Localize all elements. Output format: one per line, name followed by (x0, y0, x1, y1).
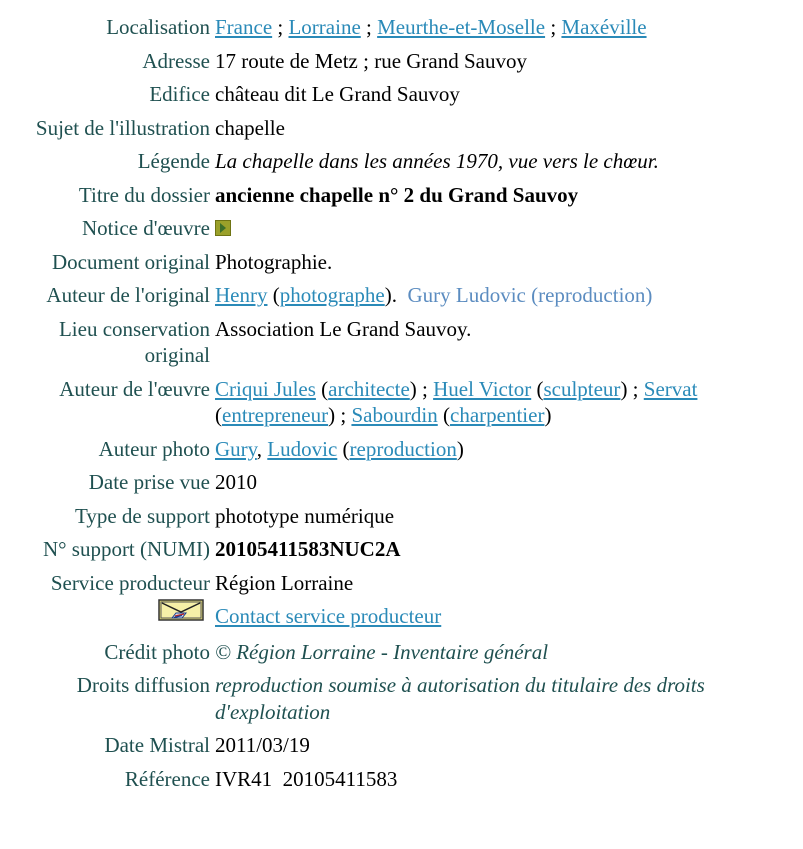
row-type-support (4, 503, 780, 537)
contact-icon-cell (4, 603, 215, 639)
link-entrepreneur[interactable]: entrepreneur (222, 403, 329, 427)
row-lieu-conservation (4, 316, 780, 376)
label-legende: Légende (137, 149, 210, 173)
value-date-prise-vue: 2010 (215, 470, 257, 494)
value-notice (215, 215, 780, 249)
row-droits-diffusion (4, 672, 780, 732)
row-numero-support (4, 536, 780, 570)
row-adresse (4, 48, 780, 82)
label-credit-photo: Crédit photo (104, 639, 210, 664)
label-lieu-conservation: Lieu conservation original (58, 316, 210, 367)
link-sabourdin[interactable]: Sabourdin (351, 403, 438, 427)
record-details-table (4, 14, 780, 799)
link-meurthe-et-moselle[interactable]: Meurthe-et-Moselle (377, 15, 546, 39)
link-france[interactable]: France (215, 15, 273, 39)
row-legende (4, 148, 780, 182)
value-sujet: chapelle (215, 115, 285, 140)
link-henry[interactable]: Henry (215, 283, 268, 307)
label-droits-diffusion: Droits diffusion (76, 673, 210, 697)
label-auteur-original: Auteur de l'original (46, 283, 210, 307)
label-numero-support: N° support (NUMI) (42, 537, 210, 561)
label-date-mistral: Date Mistral (104, 733, 210, 757)
row-contact (4, 603, 780, 639)
row-auteur-original (4, 282, 780, 316)
contact-service-link[interactable]: Contact service producteur (215, 604, 442, 628)
label-auteur-oeuvre: Auteur de l'œuvre (59, 376, 210, 401)
label-reference: Référence (124, 766, 210, 791)
row-date-mistral (4, 732, 780, 766)
value-service-producteur: Région Lorraine (215, 570, 354, 595)
label-sujet: Sujet de l'illustration (35, 115, 210, 140)
label-service-producteur: Service producteur (50, 570, 210, 595)
link-maxeville[interactable]: Maxéville (561, 15, 647, 39)
value-auteur-original: Henry (photographe). Gury Ludovic (reproduction) (215, 283, 653, 307)
link-criqui-jules[interactable]: Criqui Jules (215, 376, 316, 401)
value-adresse: 17 route de Metz ; rue Grand Sauvoy (215, 48, 527, 73)
value-auteur-oeuvre: Criqui Jules (architecte) ; Huel Victor (sculpteur) ; Servat (entrepreneur) ; Sabourdin (charpentier) (215, 376, 698, 427)
link-charpentier[interactable]: charpentier (450, 403, 545, 427)
value-titre-dossier: ancienne chapelle n° 2 du Grand Sauvoy (215, 182, 579, 207)
label-type-support: Type de support (74, 503, 210, 528)
label-edifice: Edifice (149, 82, 210, 106)
value-type-support: phototype numérique (215, 503, 395, 528)
row-notice (4, 215, 780, 249)
row-credit-photo (4, 639, 780, 673)
row-titre-dossier (4, 182, 780, 216)
label-date-prise-vue: Date prise vue (88, 470, 210, 494)
value-reference: IVR41 20105411583 (215, 766, 398, 791)
value-legende: La chapelle dans les années 1970, vue vers le chœur. (215, 149, 659, 173)
link-servat[interactable]: Servat (643, 376, 698, 401)
value-localisation: France ; Lorraine ; Meurthe-et-Moselle ; Maxéville (215, 15, 647, 39)
link-photographe[interactable]: photographe (279, 283, 385, 307)
value-credit-photo: © Région Lorraine - Inventaire général (215, 639, 549, 664)
row-service-producteur (4, 570, 780, 604)
link-gury[interactable]: Gury (215, 436, 257, 461)
link-huel-victor[interactable]: Huel Victor (433, 376, 532, 401)
value-numero-support: 20105411583NUC2A (215, 537, 401, 561)
row-edifice (4, 81, 780, 115)
value-date-mistral: 2011/03/19 (215, 733, 310, 757)
value-droits-diffusion: reproduction soumise à autorisation du titulaire des droits d'exploitation (215, 673, 705, 724)
label-adresse: Adresse (142, 48, 210, 73)
value-lieu-conservation: Association Le Grand Sauvoy. (215, 316, 472, 341)
row-date-prise-vue (4, 469, 780, 503)
label-notice: Notice d'œuvre (82, 216, 210, 240)
row-sujet (4, 115, 780, 149)
link-ludovic[interactable]: Ludovic (267, 436, 338, 461)
label-document-original: Document original (51, 249, 210, 274)
row-localisation (4, 14, 780, 48)
label-titre-dossier: Titre du dossier (78, 182, 210, 207)
value-document-original: Photographie. (215, 249, 333, 274)
link-architecte[interactable]: architecte (328, 376, 410, 401)
value-edifice: château dit Le Grand Sauvoy (215, 82, 460, 106)
row-document-original (4, 249, 780, 283)
row-reference (4, 766, 780, 800)
reproduction-credit: Gury Ludovic (reproduction) (407, 283, 653, 307)
link-lorraine[interactable]: Lorraine (288, 15, 361, 39)
link-sculpteur[interactable]: sculpteur (543, 376, 621, 401)
link-reproduction[interactable]: reproduction (349, 436, 457, 461)
value-auteur-photo: Gury, Ludovic (reproduction) (215, 436, 464, 461)
row-auteur-oeuvre (4, 376, 780, 436)
mail-envelope-icon[interactable] (158, 599, 204, 621)
label-auteur-photo: Auteur photo (98, 436, 210, 461)
row-auteur-photo (4, 436, 780, 470)
play-arrow-icon[interactable] (215, 220, 231, 236)
label-localisation: Localisation (106, 15, 210, 39)
value-contact (215, 603, 780, 639)
